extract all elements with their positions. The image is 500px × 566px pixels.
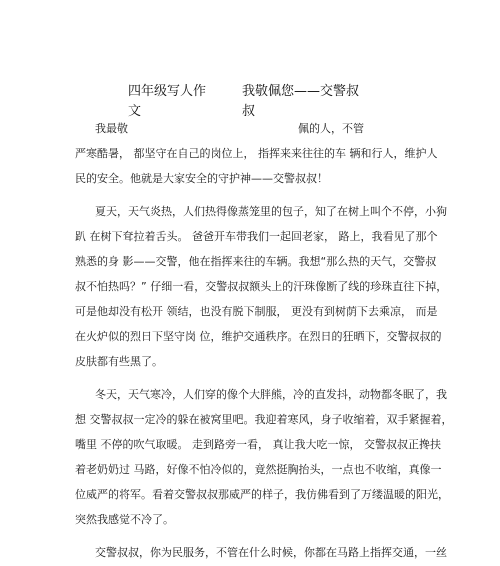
line-text: 可是他却没有松开 领结，也没有脱下制服， 更没有到树荫下去乘凉， 而是 — [75, 305, 438, 318]
line-text: 嘴里 不停的吹气取暖。 走到路旁一看， 真让我大吃一惊， 交警叔叔正搀扶 — [75, 438, 441, 451]
text-line — [95, 205, 450, 219]
text-line — [75, 438, 441, 452]
text-line — [75, 355, 430, 369]
text-line — [75, 230, 438, 244]
line-text: 夏天，天气炎热，人们热得像蒸笼里的包子，知了在树上叫个不停，小狗 — [95, 205, 447, 218]
line-text: 冬天，天气寒冷，人们穿的像个大胖熊，冷的直发抖，动物都冬眠了，我 — [95, 388, 447, 401]
line-text: 我最敬 — [95, 122, 128, 135]
title-right-line-1: 我敬佩您——交警叔 — [242, 84, 360, 99]
text-line — [75, 330, 442, 344]
line-text: 趴 在树下耷拉着舌头。 爸爸开车带我们一起回老家， 路上，我看见了那个 — [75, 230, 438, 243]
line-text: 想 交警叔叔一定冷的躲在被窝里吧。我迎着寒风，身子收缩着，双手紧握着， — [75, 413, 453, 426]
text-line — [75, 147, 438, 161]
line-text: 叔不怕热吗？” 仔细一看，交警叔叔额头上的汗珠像断了线的珍珠直往下掉， — [75, 280, 448, 293]
title-left — [128, 82, 214, 122]
title-right — [242, 82, 372, 122]
text-line — [75, 172, 430, 186]
text-line — [75, 513, 430, 527]
text-line — [75, 488, 449, 502]
text-line — [75, 280, 448, 294]
text-line — [75, 413, 453, 427]
text-line — [95, 546, 450, 560]
text-line — [75, 255, 437, 269]
line-text: 在火炉似的烈日下坚守岗 位，维护交通秩序。在烈日的狂晒下，交警叔叔的 — [75, 330, 442, 343]
text-line — [75, 463, 442, 477]
line-text: 着老奶奶过 马路，好像不怕冷似的，竟然挺胸抬头，一点也不收缩，真像一 — [75, 463, 442, 476]
line-text: 突然我感觉不冷了。 — [75, 513, 174, 526]
line-tail-text: 佩的人，不管 — [298, 122, 364, 135]
title-right-line-2: 叔 — [242, 104, 256, 119]
line-text: 皮肤都有些黑了。 — [75, 355, 163, 368]
line-text: 交警叔叔，你为民服务，不管在什么时候，你都在马路上指挥交通，一丝 — [95, 546, 447, 559]
line-text: 位威严的将军。看着交警叔叔那威严的样子，我仿佛看到了万缕温暖的阳光， — [75, 488, 449, 501]
text-line — [95, 388, 450, 402]
line-text: 民的安全。他就是大家安全的守护神——交警叔叔！ — [75, 172, 328, 185]
title-left-line-1: 四年级写人作 — [128, 84, 207, 99]
text-line — [95, 122, 450, 136]
line-text: 熟悉的身 影——交警，他在指挥来往的车辆。我想“那么热的天气，交警叔 — [75, 255, 437, 268]
title-left-line-2: 文 — [128, 104, 142, 119]
text-line — [75, 305, 438, 319]
line-text: 严寒酷暑， 都坚守在自己的岗位上， 指挥来来往往的车 辆和行人，维护人 — [75, 147, 438, 160]
